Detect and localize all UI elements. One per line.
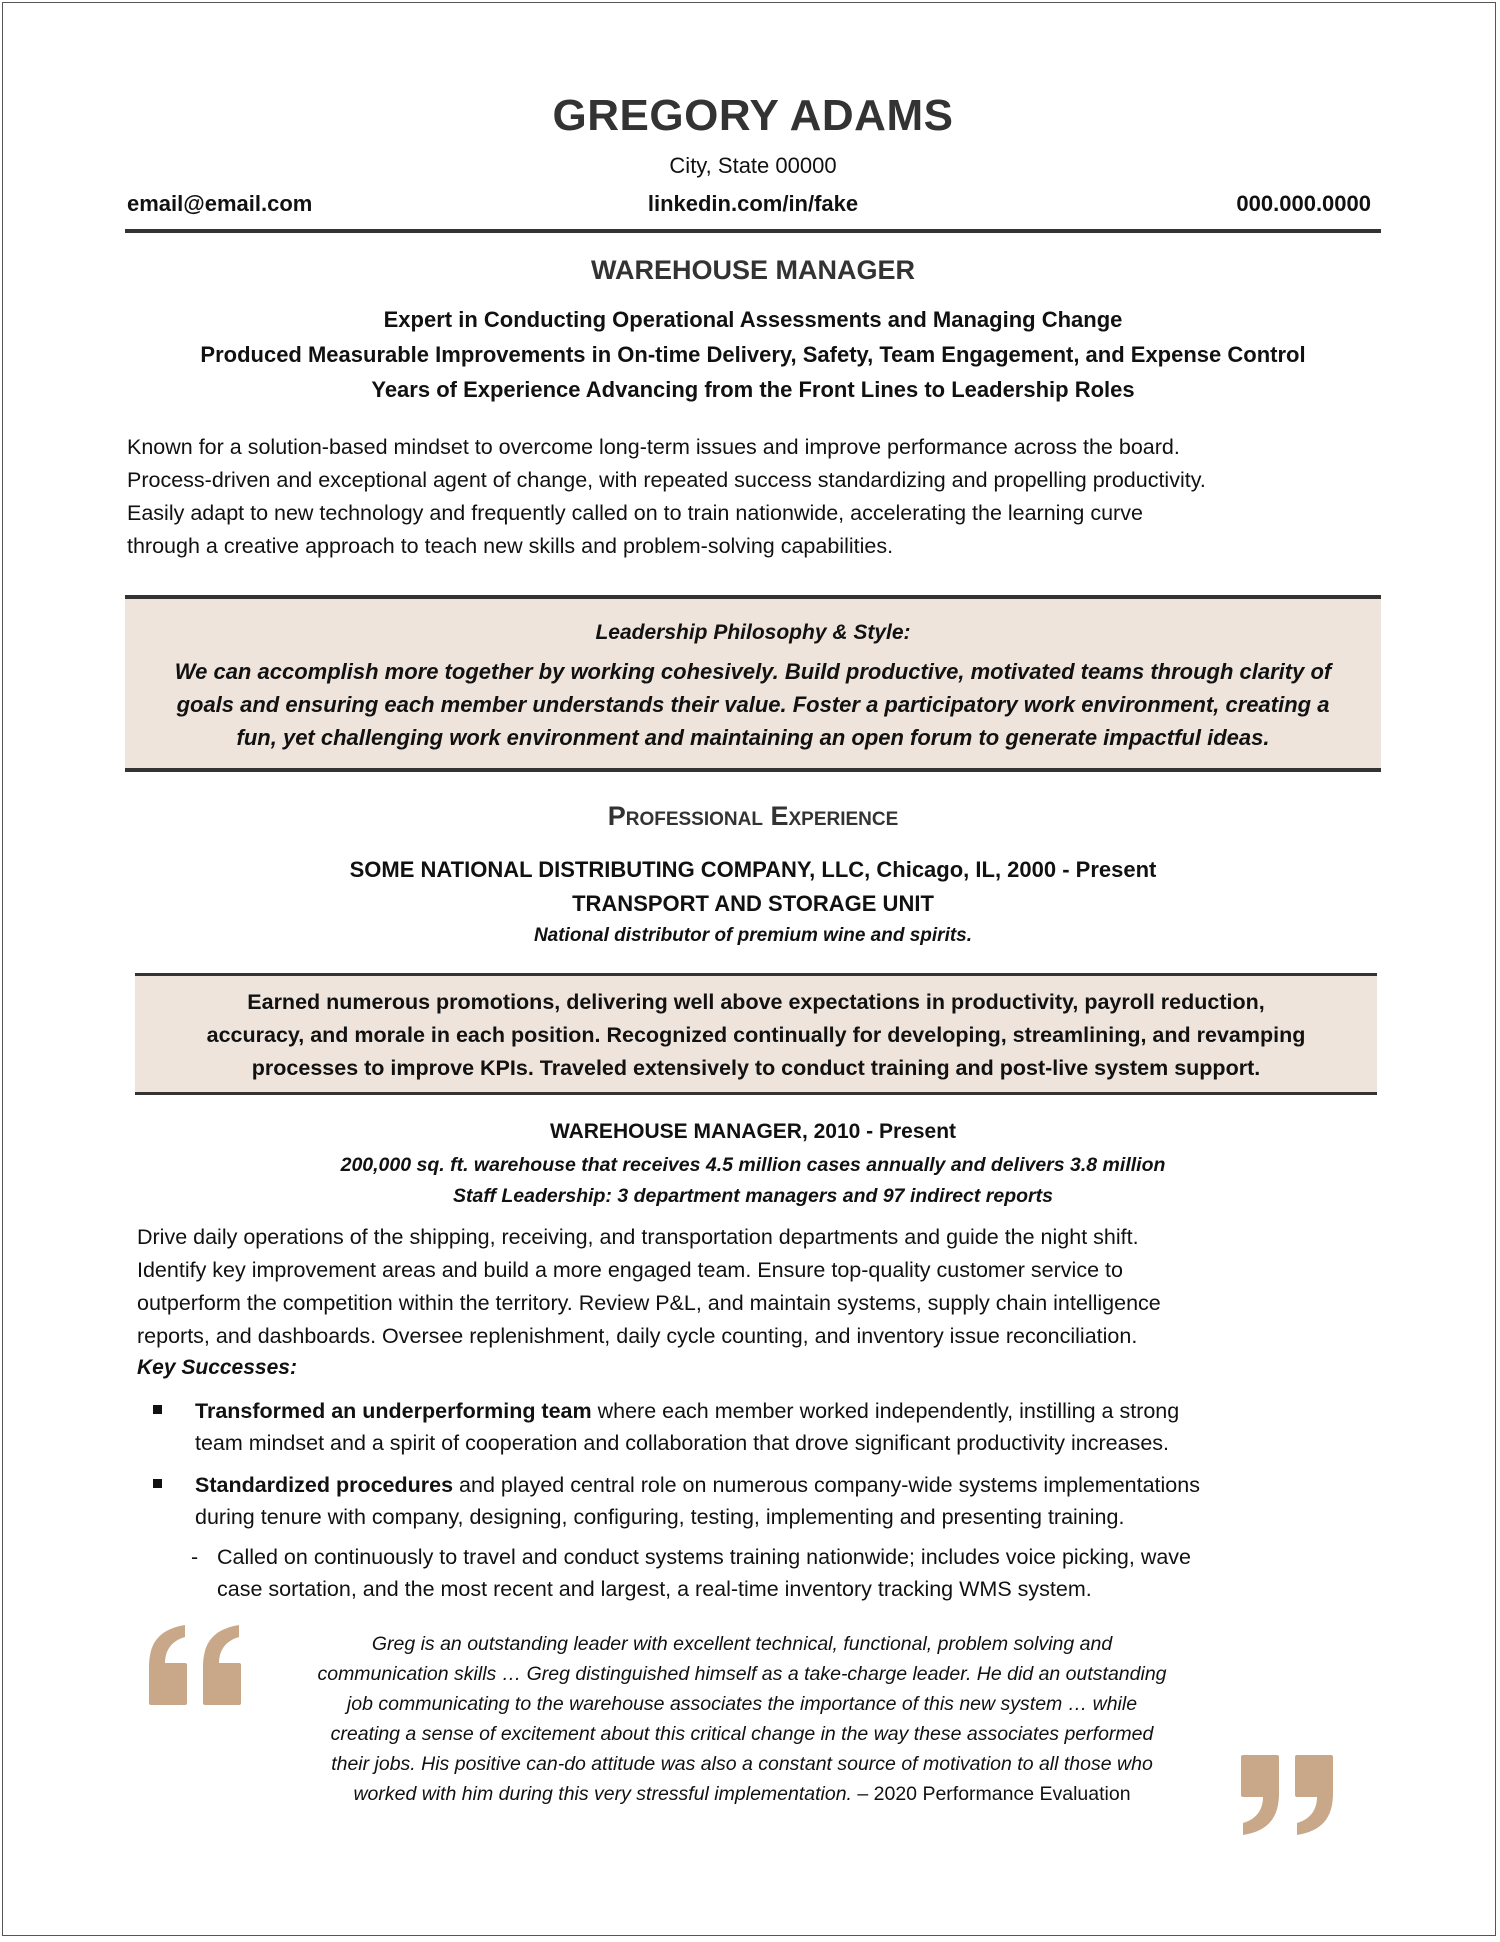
sub-bullet-line: Called on continuously to travel and conduct systems training nationwide; includes voice picking, wave [217,1545,1192,1569]
bullet-line: and played central role on numerous company-wide systems implementations [453,1473,1200,1497]
candidate-location: City, State 00000 [669,153,837,178]
close-quote-icon [1235,1753,1335,1837]
testimonial-line: their jobs. His positive can-do attitude was also a constant source of motivation to all those who [331,1753,1153,1775]
leadership-philosophy-box [125,595,1381,772]
key-successes-label: Key Successes: [137,1356,297,1379]
testimonial-line: Greg is an outstanding leader with excellent technical, functional, problem solving and [371,1633,1113,1655]
promotions-line: processes to improve KPIs. Traveled extensively to conduct training and post-live system support. [251,1056,1261,1080]
role-description [137,1221,1377,1353]
promotions-line: Earned numerous promotions, delivering well above expectations in productivity, payroll reduction, [247,990,1265,1014]
testimonial-source: – 2020 Performance Evaluation [851,1783,1131,1805]
sub-bullet-line: case sortation, and the most recent and largest, a real-time inventory tracking WMS system. [217,1577,1092,1601]
tagline: Expert in Conducting Operational Assessments and Managing Change [383,307,1123,332]
phone-number: 000.000.0000 [1236,191,1371,216]
testimonial-line: worked with him during this very stressful implementation. [353,1783,852,1805]
bullet-square-icon [153,1405,162,1414]
role-description-line: reports, and dashboards. Oversee replenishment, daily cycle counting, and inventory issue reconciliation. [137,1324,1138,1348]
role-staff: Staff Leadership: 3 department managers and 97 indirect reports [453,1185,1053,1207]
experience-section-title: Professional Experience [607,801,899,831]
summary-line: Easily adapt to new technology and frequently called on to train nationwide, accelerating the learning curve [127,501,1143,525]
bullet-bold: Standardized procedures [195,1473,454,1497]
success-bullet [153,1395,1363,1459]
testimonial-line: communication skills … Greg distinguished himself as a take-charge leader. He did an outstanding [317,1663,1167,1685]
promotions-box [135,973,1377,1095]
dash-icon: - [191,1545,199,1569]
contact-row [125,191,1381,219]
header-divider [125,229,1381,233]
role-description-line: Drive daily operations of the shipping, receiving, and transportation departments and guide the night shift. [137,1225,1139,1249]
philosophy-heading: Leadership Philosophy & Style: [595,621,911,644]
email-link[interactable]: email@email.com [127,191,313,216]
philosophy-line: goals and ensuring each member understands their value. Foster a participatory work environment, creating a [176,692,1330,717]
success-sub-bullet [191,1541,1371,1605]
summary-line: through a creative approach to teach new skills and problem-solving capabilities. [127,534,894,558]
bullet-square-icon [153,1479,162,1488]
bullet-line: team mindset and a spirit of cooperation and collaboration that drove significant productivity increases. [195,1431,1170,1455]
success-bullet [153,1469,1363,1533]
bullet-line: where each member worked independently, instilling a strong [591,1399,1180,1423]
testimonial-line: job communicating to the warehouse associates the importance of this new system … while [346,1693,1138,1715]
summary-paragraph [127,431,1383,563]
sub-bullet-text [217,1541,1371,1605]
bullet-line: during tenure with company, designing, configuring, testing, implementing and presenting training. [195,1505,1125,1529]
open-quote-icon [147,1623,247,1707]
philosophy-line: fun, yet challenging work environment and maintaining an open forum to generate impactful ideas. [236,725,1270,750]
role-title: WAREHOUSE MANAGER, 2010 - Present [549,1120,957,1143]
bullet-text [195,1395,1363,1459]
linkedin-link[interactable]: linkedin.com/in/fake [647,191,859,216]
promotions-line: accuracy, and morale in each position. Recognized continually for developing, streamlining, and revamping [206,1023,1306,1047]
testimonial-line: creating a sense of excitement about this critical change in the way these associates performed [330,1723,1154,1745]
role-description-line: Identify key improvement areas and build a more engaged team. Ensure top-quality customer service to [137,1258,1123,1282]
role-scope: 200,000 sq. ft. warehouse that receives 4.5 million cases annually and delivers 3.8 million [340,1154,1166,1176]
summary-line: Process-driven and exceptional agent of change, with repeated success standardizing and propelling productivity. [127,468,1206,492]
candidate-name: GREGORY ADAMS [552,91,954,140]
headline-title: WAREHOUSE MANAGER [590,255,915,285]
bullet-text [195,1469,1363,1533]
tagline: Years of Experience Advancing from the Front Lines to Leadership Roles [371,377,1135,402]
promotions-text [135,986,1377,1085]
summary-line: Known for a solution-based mindset to overcome long-term issues and improve performance across the board. [127,435,1180,459]
philosophy-text [131,655,1375,754]
bullet-bold: Transformed an underperforming team [195,1399,592,1423]
role-description-line: outperform the competition within the territory. Review P&L, and maintain systems, supply chain intelligence [137,1291,1161,1315]
company-description: National distributor of premium wine and spirits. [533,925,973,946]
testimonial-quote [237,1629,1247,1809]
resume-page [2,2,1496,1936]
tagline: Produced Measurable Improvements in On-time Delivery, Safety, Team Engagement, and Expense Control [200,342,1306,367]
philosophy-line: We can accomplish more together by working cohesively. Build productive, motivated teams through clarity of [174,659,1332,684]
company-unit: TRANSPORT AND STORAGE UNIT [572,891,934,916]
company-name: SOME NATIONAL DISTRIBUTING COMPANY, LLC, Chicago, IL, 2000 - Present [349,857,1157,882]
